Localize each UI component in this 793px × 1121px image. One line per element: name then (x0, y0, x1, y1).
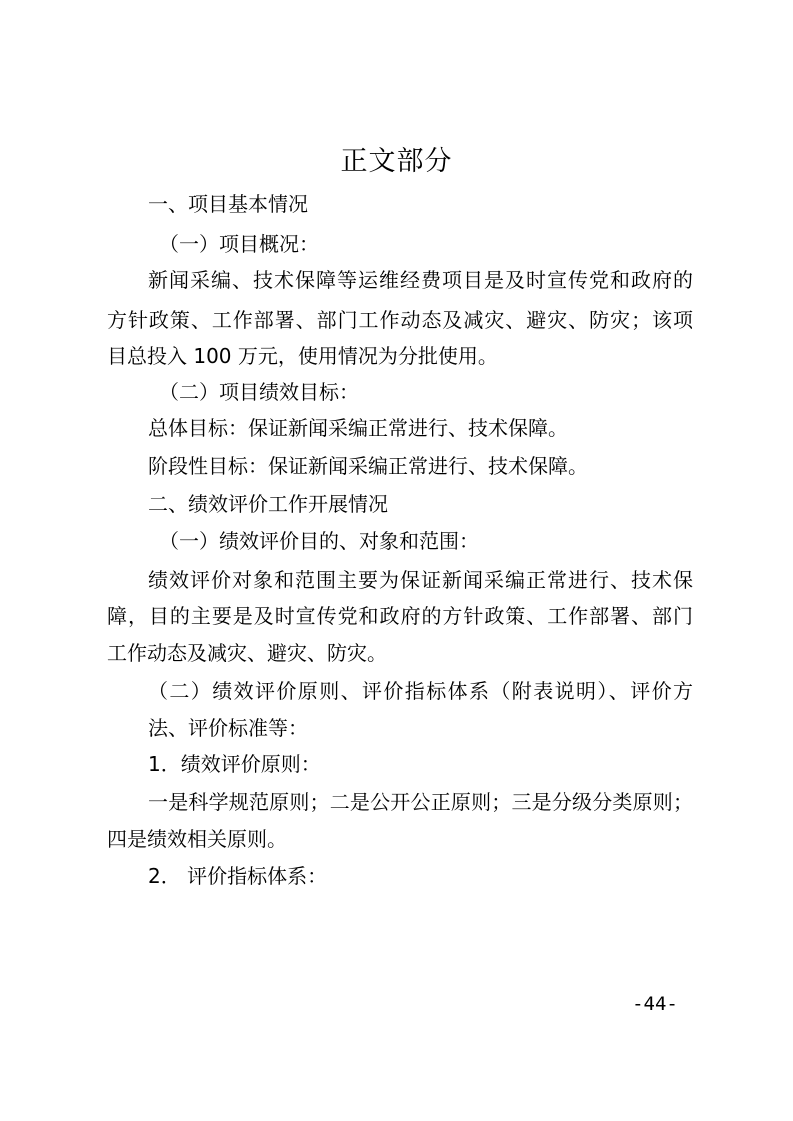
section-heading-1: 一、项目基本情况 (148, 192, 308, 216)
page-number: -44- (632, 993, 678, 1015)
paragraph-line: 阶段性目标：保证新闻采编正常进行、技术保障。 (148, 454, 588, 478)
section-heading-2: 二、绩效评价工作开展情况 (148, 492, 388, 516)
subsection-heading-2-2: （二）绩效评价原则、评价指标体系（附表说明）、评价方 (148, 679, 693, 703)
paragraph-line: 四是绩效相关原则。 (107, 827, 287, 851)
numbered-heading-2: 2． 评价指标体系： (148, 864, 328, 888)
numbered-heading-1: 1．绩效评价原则： (148, 752, 321, 776)
page-title: 正文部分 (340, 146, 453, 177)
paragraph-line: 工作动态及减灾、避灾、防灾。 (107, 641, 387, 665)
paragraph-line: 方针政策、工作部署、部门工作动态及减灾、避灾、防灾；该项 (107, 308, 693, 332)
paragraph-line: 新闻采编、技术保障等运维经费项目是及时宣传党和政府的 (148, 268, 693, 292)
paragraph-line: 一是科学规范原则；二是公开公正原则；三是分级分类原则； (148, 790, 693, 814)
paragraph-line: 绩效评价对象和范围主要为保证新闻采编正常进行、技术保 (148, 568, 693, 592)
subsection-heading-1-1: （一）项目概况： (159, 232, 319, 256)
paragraph-line: 目总投入 100 万元，使用情况为分批使用。 (107, 344, 498, 368)
subsection-heading-2-1: （一）绩效评价目的、对象和范围： (159, 529, 479, 553)
paragraph-line: 障，目的主要是及时宣传党和政府的方针政策、工作部署、部门 (107, 604, 693, 628)
subsection-heading-1-2: （二）项目绩效目标： (159, 380, 359, 404)
subsection-heading-2-2-continued: 法、评价标准等： (148, 716, 308, 740)
paragraph-line: 总体目标：保证新闻采编正常进行、技术保障。 (148, 416, 568, 440)
